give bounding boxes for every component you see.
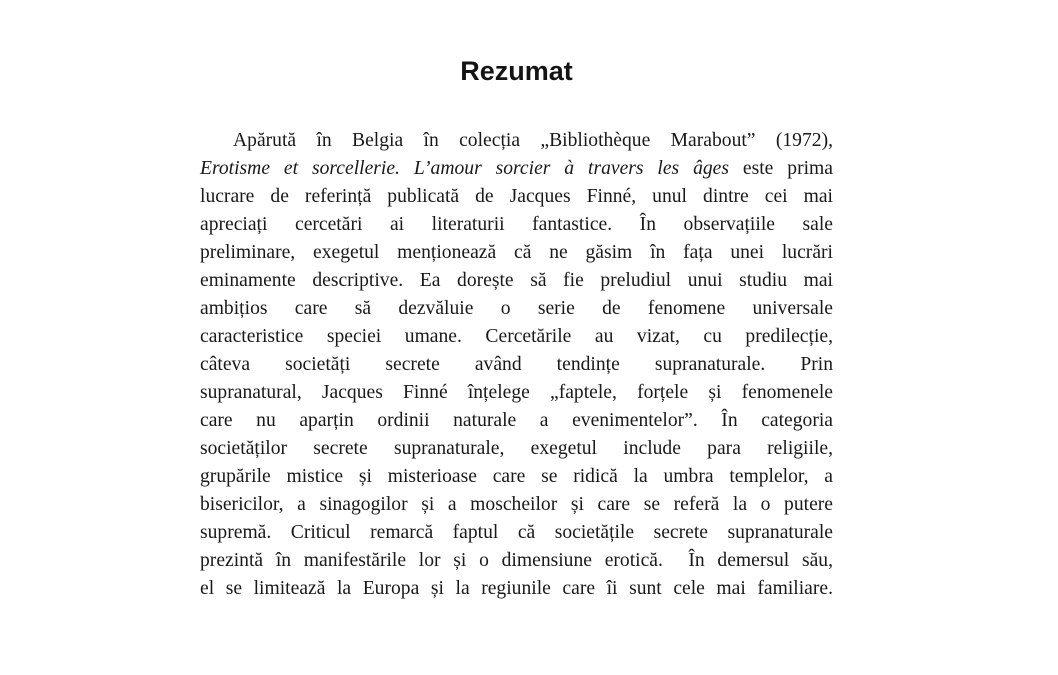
text-line <box>200 127 833 155</box>
text-column <box>200 56 833 603</box>
text-line <box>200 519 833 547</box>
text-line <box>200 351 833 379</box>
text-segment: bisericilor, a sinagogilor și a moscheilor și care se referă la o putere <box>200 494 833 515</box>
text-segment: ambițios care să dezvăluie o serie de fenomene universale <box>200 298 833 319</box>
text-segment: supranatural, Jacques Finné înțelege „faptele, forțele și fenomenele <box>200 382 833 403</box>
text-line <box>200 183 833 211</box>
text-segment: care nu aparțin ordinii naturale a evenimentelor”. În categoria <box>200 410 833 431</box>
text-segment: este prima <box>729 158 833 179</box>
text-segment: prezintă în manifestările lor și o dimensiune erotică. În demersul său, <box>200 550 833 571</box>
page-title: Rezumat <box>460 56 573 86</box>
text-segment: lucrare de referință publicată de Jacques Finné, unul dintre cei mai <box>200 186 833 207</box>
text-line <box>200 239 833 267</box>
italic-text-segment: Erotisme et sorcellerie. L’amour sorcier à travers les âges <box>200 158 730 179</box>
text-segment: el se limitează la Europa și la regiunile care îi sunt cele mai familiare. <box>200 578 833 599</box>
text-segment: supremă. Criticul remarcă faptul că societățile secrete supranaturale <box>200 522 833 543</box>
text-line <box>200 155 833 183</box>
body-paragraph <box>200 127 833 603</box>
text-line <box>200 407 833 435</box>
text-segment: societăților secrete supranaturale, exegetul include para religiile, <box>200 438 833 459</box>
text-segment: Apărută în Belgia în colecția „Bibliothèque Marabout” (1972), <box>233 130 833 151</box>
text-line <box>200 379 833 407</box>
text-line <box>200 323 833 351</box>
text-line <box>200 575 833 603</box>
text-segment: caracteristice speciei umane. Cercetările au vizat, cu predilecție, <box>200 326 833 347</box>
text-segment: apreciați cercetări ai literaturii fantastice. În observațiile sale <box>200 214 833 235</box>
text-segment: grupările mistice și misterioase care se ridică la umbra templelor, a <box>200 466 833 487</box>
text-segment: preliminare, exegetul menționează că ne găsim în fața unei lucrări <box>200 242 833 263</box>
text-line <box>200 295 833 323</box>
text-line <box>200 267 833 295</box>
text-line <box>200 491 833 519</box>
text-line <box>200 547 833 575</box>
text-segment: câteva societăți secrete având tendințe supranaturale. Prin <box>200 354 833 375</box>
text-line <box>200 435 833 463</box>
text-segment: eminamente descriptive. Ea dorește să fie preludiul unui studiu mai <box>200 270 833 291</box>
text-line <box>200 211 833 239</box>
text-line <box>200 463 833 491</box>
